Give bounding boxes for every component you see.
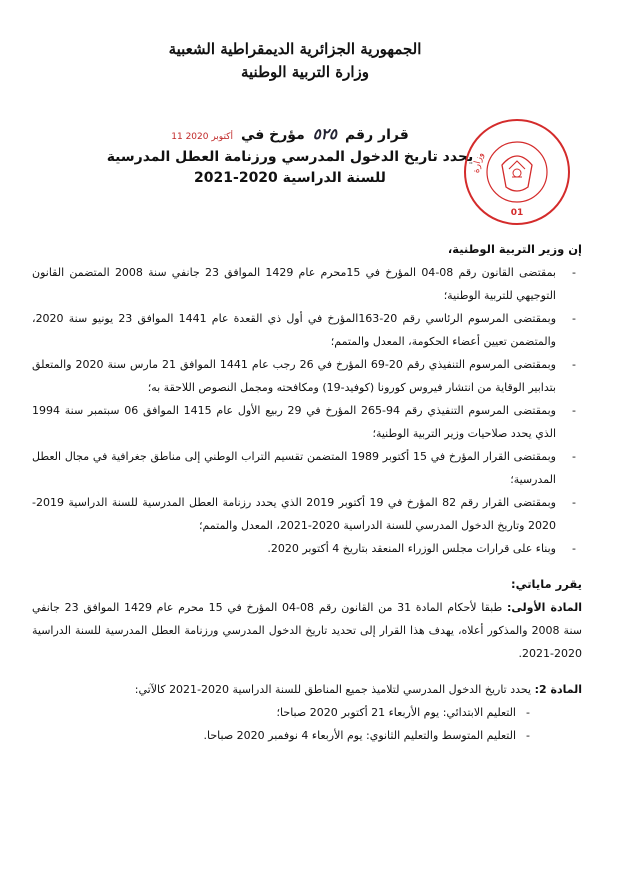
decides-heading: يقرر ماياتي: <box>511 577 582 591</box>
letterhead <box>0 38 620 84</box>
decree-number-label: قرار رقم <box>344 127 409 143</box>
decree-title-block <box>100 124 480 189</box>
seal-icon <box>462 117 572 227</box>
article-2-label: المادة 2: <box>534 683 582 696</box>
article-2-list <box>32 701 582 747</box>
considerations-list <box>32 261 582 560</box>
republic-name: الجمهورية الجزائرية الديمقراطية الشعبية <box>168 40 422 58</box>
article-1-label: المادة الأولى: <box>506 601 582 614</box>
consideration-item: - وبمقتضى المرسوم التنفيذي رقم 20-69 المؤرخ في 26 رجب عام 1441 الموافق 21 مارس سنة 2020 والمتعلق بتدابير الوقاية من انتشار فيروس كورونا (كوفيد-19) ومكافحته ومجمل النصوص اللاحقة به؛ <box>32 353 582 399</box>
article-2-item: - التعليم الابتدائي: يوم الأربعاء 21 أكتوبر 2020 صباحا؛ <box>32 701 530 724</box>
article-1-text: طبقا لأحكام المادة 31 من القانون رقم 08-04 المؤرخ في 15 محرم عام 1429 الموافق 23 جانفي سنة 2008 والمذكور أعلاه، يهدف هذا القرار إلى تحديد تاريخ الدخول المدرسي ورزنامة العطل المدرسية للسنة الدراسية 2020-2021. <box>32 601 582 660</box>
consideration-item: - بمقتضى القانون رقم 08-04 المؤرخ في 15محرم عام 1429 الموافق 23 جانفي سنة 2008 المتضمن القانون التوجيهي للتربية الوطنية؛ <box>32 261 582 307</box>
decree-number-handwritten: ٥٢٥ <box>312 125 337 143</box>
decree-number-line <box>100 124 480 147</box>
article-2-text: يحدد تاريخ الدخول المدرسي لتلاميذ جميع المناطق للسنة الدراسية 2020-2021 كالآتي: <box>134 683 532 696</box>
decree-date-stamp: 11 أكتوبر 2020 <box>171 132 233 142</box>
consideration-item: - وبمقتضى القرار رقم 82 المؤرخ في 19 أكتوبر 2019 الذي يحدد رزنامة العطل المدرسية للسنة الدراسية 2019-2020 وتاريخ الدخول المدرسي للسنة الدراسية 2020-2021، المعدل والمتمم؛ <box>32 491 582 537</box>
article-2 <box>32 678 582 701</box>
svg-text:01: 01 <box>510 208 524 218</box>
minister-line: إن وزير التربية الوطنية، <box>447 242 582 256</box>
consideration-item: - وبمقتضى القرار المؤرخ في 15 أكتوبر 1989 المتضمن تقسيم التراب الوطني إلى مناطق جغرافية في مجال العطل المدرسية؛ <box>32 445 582 491</box>
svg-text:وزارة التربية الوطنية: وزارة <box>471 150 487 174</box>
decree-body <box>32 238 582 747</box>
consideration-item: - وبناء على قرارات مجلس الوزراء المنعقد بتاريخ 4 أكتوبر 2020. <box>32 537 582 560</box>
article-2-item: - التعليم المتوسط والتعليم الثانوي: يوم الأربعاء 4 نوفمبر 2020 صباحا. <box>32 724 530 747</box>
ministry-name: وزارة التربية الوطنية <box>240 63 369 81</box>
consideration-item: - وبمقتضى المرسوم التنفيذي رقم 94-265 المؤرخ في 29 ربيع الأول عام 1415 الموافق 06 سبتمبر سنة 1994 الذي يحدد صلاحيات وزير التربية الوطنية؛ <box>32 399 582 445</box>
decree-title-line1: يحدد تاريخ الدخول المدرسي ورزنامة العطل المدرسية <box>106 149 474 165</box>
article-1 <box>32 596 582 665</box>
decree-title-line2: للسنة الدراسية 2020-2021 <box>194 170 386 186</box>
ministry-seal <box>462 117 572 227</box>
consideration-item: - وبمقتضى المرسوم الرئاسي رقم 20-163المؤرخ في أول ذي القعدة عام 1441 الموافق 23 يونيو سنة 2020، والمتضمن تعيين أعضاء الحكومة، المعدل والمتمم؛ <box>32 307 582 353</box>
decree-dated-label: مؤرخ في <box>240 127 305 143</box>
